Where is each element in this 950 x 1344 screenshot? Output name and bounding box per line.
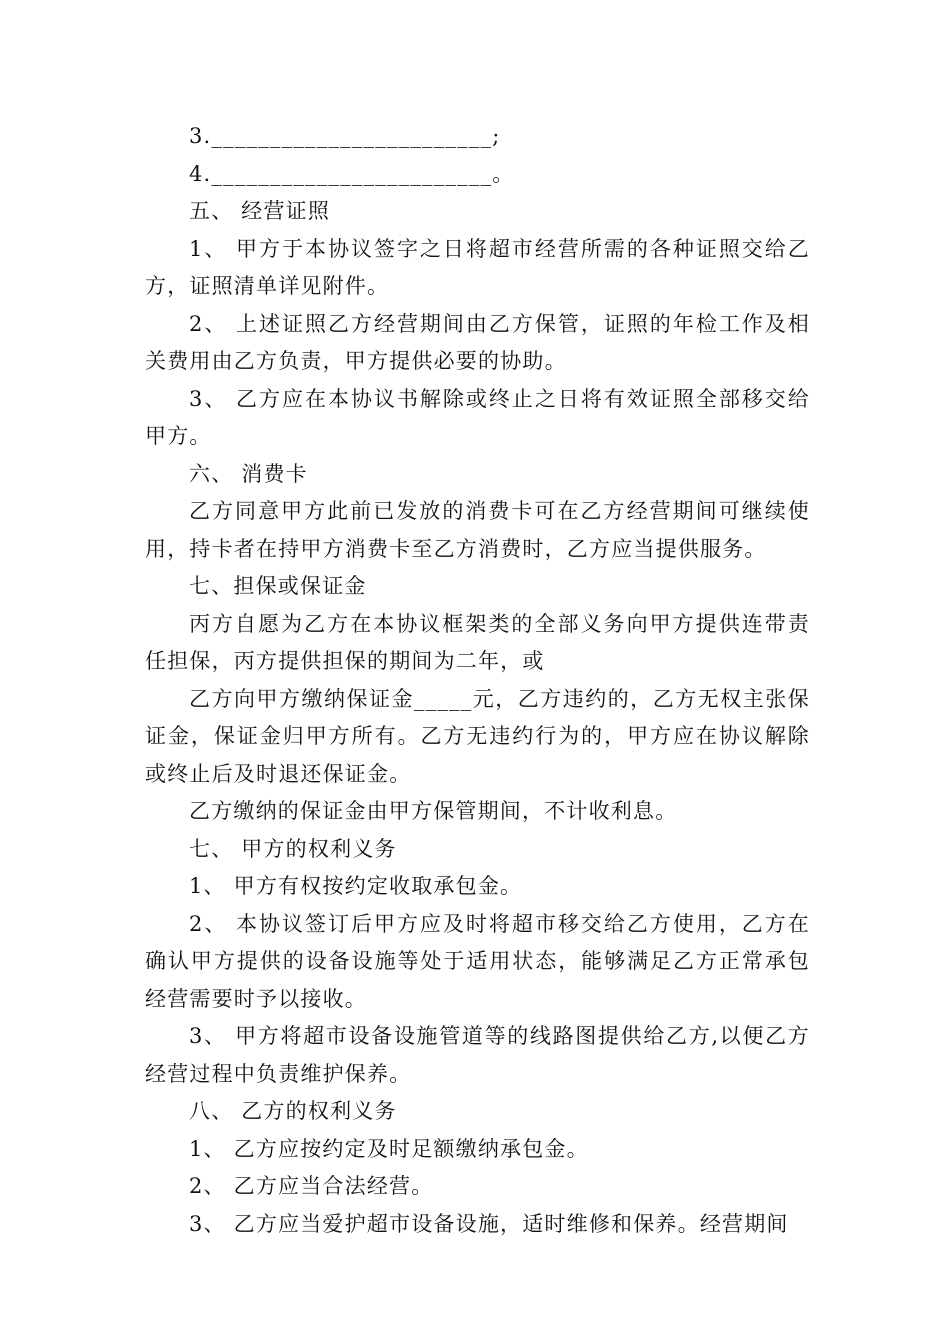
document-body	[145, 118, 810, 1243]
clause-licenses-1: 1、 甲方于本协议签字之日将超市经营所需的各种证照交给乙方，证照清单详见附件。	[145, 236, 810, 298]
clause-deposit: 乙方向甲方缴纳保证金_____元，乙方违约的，乙方无权主张保证金，保证金归甲方所有。乙方无违约行为的，甲方应在协议解除或终止后及时退还保证金。	[145, 686, 810, 786]
clause-licenses-3: 3、 乙方应在本协议书解除或终止之日将有效证照全部移交给甲方。	[145, 386, 810, 448]
section-heading-party-b-rights: 八、 乙方的权利义务	[189, 1099, 397, 1123]
clause-party-b-2: 2、 乙方应当合法经营。	[189, 1174, 434, 1198]
clause-party-a-1: 1、 甲方有权按约定收取承包金。	[189, 874, 523, 898]
section-heading-business-licenses: 五、 经营证照	[189, 199, 331, 223]
clause-deposit-interest: 乙方缴纳的保证金由甲方保管期间，不计收利息。	[189, 799, 678, 823]
clause-party-a-3: 3、 甲方将超市设备设施管道等的线路图提供给乙方,以便乙方经营过程中负责维护保养。	[145, 1024, 810, 1086]
clause-party-b-3: 3、 乙方应当爱护超市设备设施，适时维修和保养。经营期间	[189, 1211, 789, 1236]
section-heading-party-a-rights: 七、 甲方的权利义务	[189, 836, 397, 861]
section-heading-consumer-cards: 六、 消费卡	[189, 461, 308, 486]
clause-consumer-cards: 乙方同意甲方此前已发放的消费卡可在乙方经营期间可继续使用，持卡者在持甲方消费卡至乙方消费时，乙方应当提供服务。	[145, 499, 810, 561]
clause-guarantee: 丙方自愿为乙方在本协议框架类的全部义务向甲方提供连带责任担保，丙方提供担保的期间为二年，或	[145, 611, 810, 673]
section-heading-guarantee-deposit: 七、担保或保证金	[189, 574, 367, 598]
blank-line-4: 4.________________________。	[189, 161, 515, 186]
clause-party-a-2: 2、 本协议签订后甲方应及时将超市移交给乙方使用，乙方在确认甲方提供的设备设施等处于适用状态，能够满足乙方正常承包经营需要时予以接收。	[145, 911, 810, 1011]
clause-party-b-1: 1、 乙方应按约定及时足额缴纳承包金。	[189, 1136, 589, 1161]
clause-licenses-2: 2、 上述证照乙方经营期间由乙方保管，证照的年检工作及相关费用由乙方负责，甲方提供必要的协助。	[145, 311, 810, 373]
blank-line-3: 3.________________________;	[189, 124, 501, 148]
